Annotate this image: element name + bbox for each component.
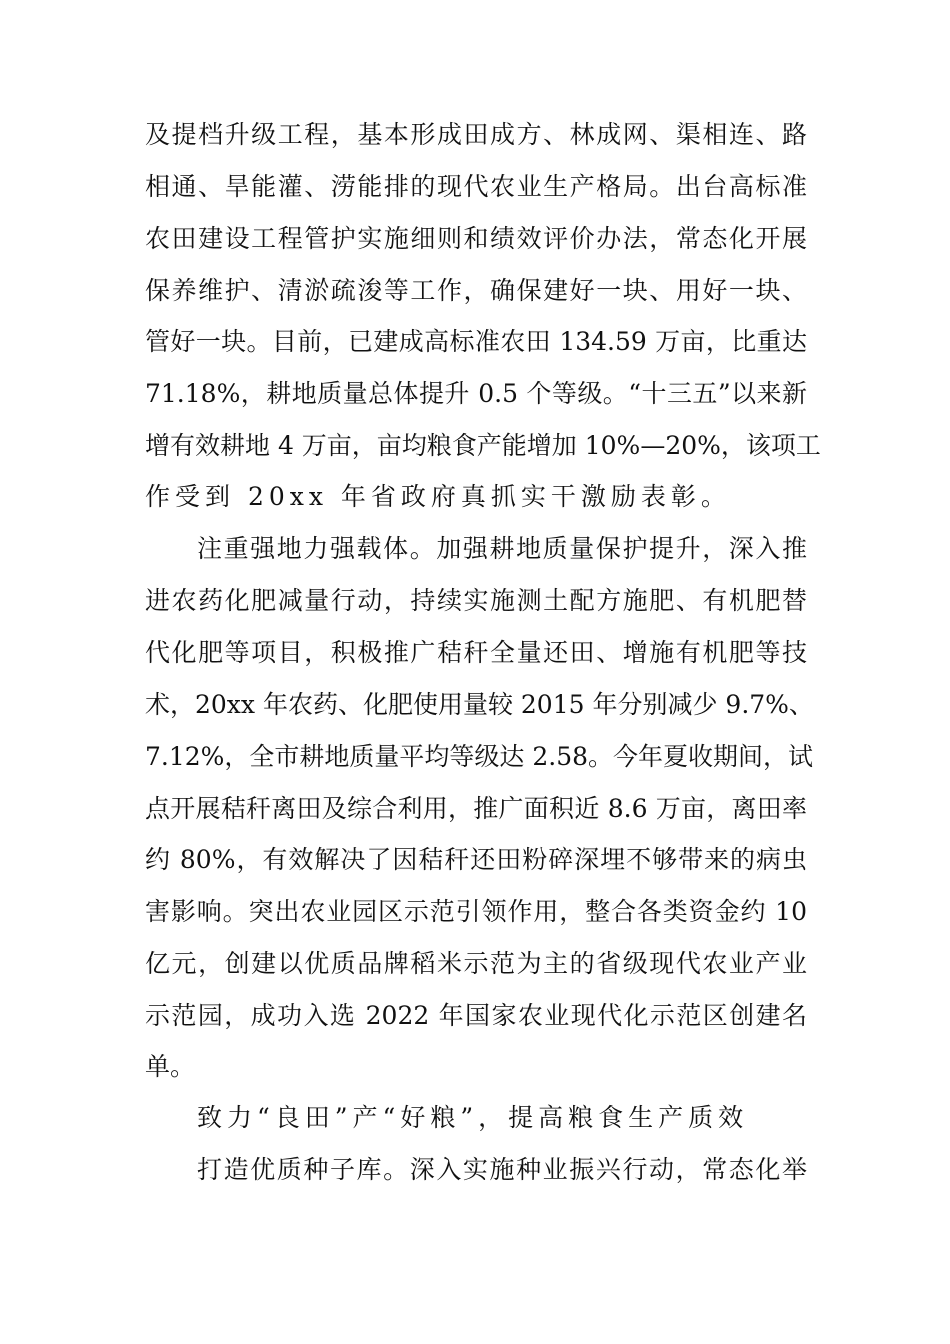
paragraph-2-line: 代化肥等项目，积极推广秸秆全量还田、增施有机肥等技	[145, 638, 807, 667]
paragraph-2-line: 术，20xx 年农药、化肥使用量较 2015 年分别减少 9.7%、	[145, 690, 814, 719]
paragraph-1-line: 及提档升级工程，基本形成田成方、林成网、渠相连、路	[145, 120, 807, 149]
paragraph-3-line: 打造优质种子库。深入实施种业振兴行动，常态化举	[197, 1155, 807, 1184]
paragraph-1-line: 保养维护、清淤疏浚等工作，确保建好一块、用好一块、	[145, 276, 807, 305]
paragraph-2-line: 注重强地力强载体。加强耕地质量保护提升，深入推	[197, 534, 807, 563]
section-heading: 致力“良田”产“好粮”，提高粮食生产质效	[197, 1103, 749, 1132]
paragraph-2-line: 单。	[145, 1052, 196, 1081]
paragraph-1-line: 71.18%，耕地质量总体提升 0.5 个等级。“十三五”以来新	[145, 379, 807, 408]
paragraph-2-line: 约 80%，有效解决了因秸秆还田粉碎深埋不够带来的病虫	[145, 845, 807, 874]
paragraph-2-line: 亿元，创建以优质品牌稻米示范为主的省级现代农业产业	[145, 949, 807, 978]
paragraph-2-line: 害影响。突出农业园区示范引领作用，整合各类资金约 10	[145, 897, 807, 926]
paragraph-1-line: 作受到 20xx 年省政府真抓实干激励表彰。	[145, 482, 731, 511]
paragraph-1-line: 增有效耕地 4 万亩，亩均粮食产能增加 10%—20%，该项工	[145, 431, 821, 460]
paragraph-1-line: 管好一块。目前，已建成高标准农田 134.59 万亩，比重达	[145, 327, 807, 356]
paragraph-2-line: 点开展秸秆离田及综合利用，推广面积近 8.6 万亩，离田率	[145, 794, 807, 823]
paragraph-2-line: 进农药化肥减量行动，持续实施测土配方施肥、有机肥替	[145, 586, 807, 615]
paragraph-1-line: 相通、旱能灌、涝能排的现代农业生产格局。出台高标准	[145, 172, 807, 201]
paragraph-2-line: 示范园，成功入选 2022 年国家农业现代化示范区创建名	[145, 1001, 807, 1030]
paragraph-1-line: 农田建设工程管护实施细则和绩效评价办法，常态化开展	[145, 224, 807, 253]
paragraph-2-line: 7.12%，全市耕地质量平均等级达 2.58。今年夏收期间，试	[145, 742, 814, 771]
